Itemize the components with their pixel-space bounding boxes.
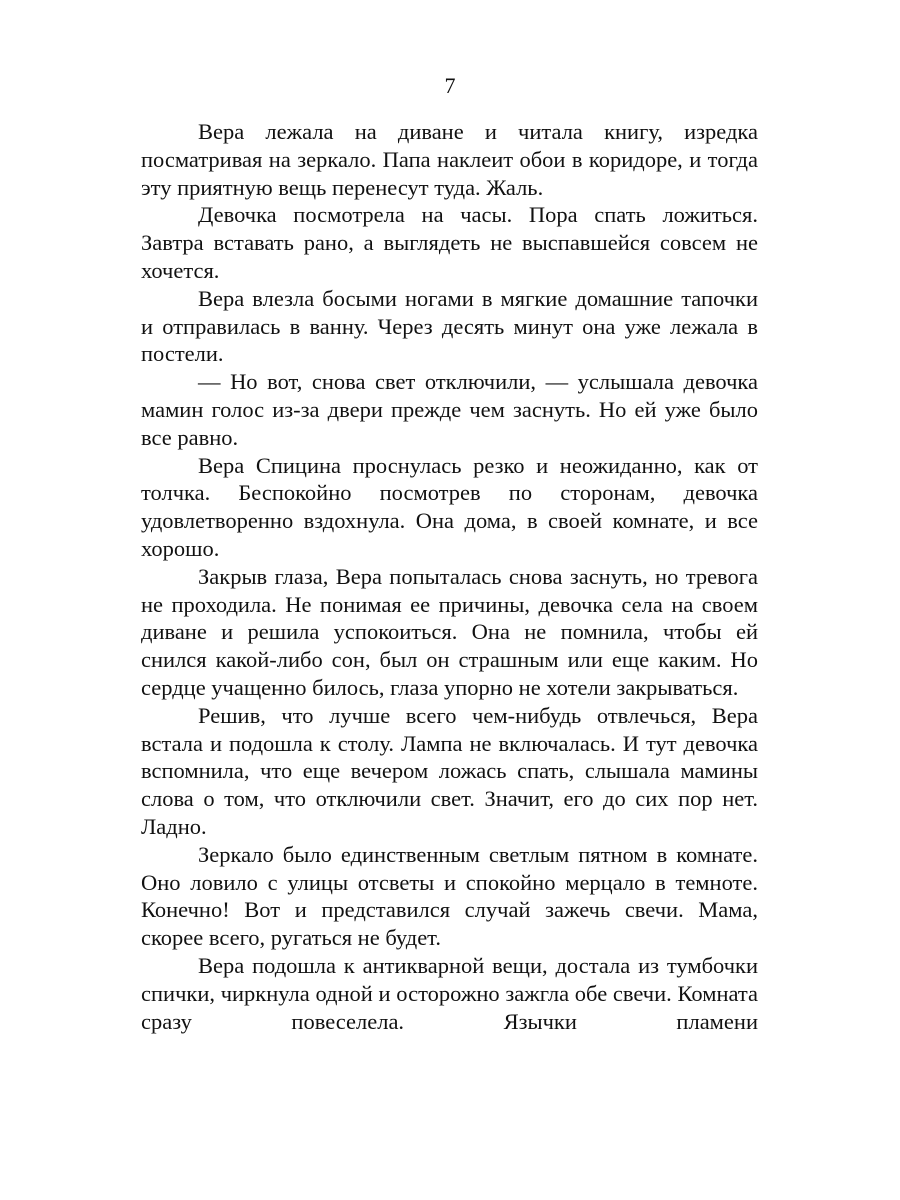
page-text-body [141,118,758,1035]
paragraph-8: Зеркало было единственным светлым пятном в комнате. Оно ловило с улицы отсветы и спокойно мерцало в темноте. Конечно! Вот и представился случай зажечь свечи. Мама, скорее всего, ругаться не будет. [141,841,758,951]
paragraph-9: Вера подошла к антикварной вещи, достала из тумбочки спички, чиркнула одной и осторожно зажгла обе свечи. Комната сразу повеселела. Язычки пламени [141,952,758,1034]
paragraph-6: Закрыв глаза, Вера попыталась снова заснуть, но тревога не проходила. Не понимая ее причины, девочка села на своем диване и решила успокоиться. Она не помнила, чтобы ей снился какой-либо сон, был он страшным или еще каким. Но сердце учащенно билось, глаза упорно не хотели закрываться. [141,563,758,700]
paragraph-7: Решив, что лучше всего чем-нибудь отвлечься, Вера встала и подошла к столу. Лампа не включалась. И тут девочка вспомнила, что еще вечером ложась спать, слышала мамины слова о том, что отключили свет. Значит, его до сих пор нет. Ладно. [141,702,758,839]
paragraph-4: — Но вот, снова свет отключили, — услышала девочка мамин голос из-за двери прежде чем заснуть. Но ей уже было все равно. [141,369,758,450]
paragraph-5: Вера Спицина проснулась резко и неожиданно, как от толчка. Беспокойно посмотрев по сторонам, девочка удовлетворенно вздохнула. Она дома, в своей комнате, и все хорошо. [141,452,758,561]
page-number: 7 [444,73,456,98]
paragraph-2: Девочка посмотрела на часы. Пора спать ложиться. Завтра вставать рано, а выглядеть не выспавшейся совсем не хочется. [141,202,758,283]
paragraph-3: Вера влезла босыми ногами в мягкие домашние тапочки и отправилась в ванну. Через десять минут она уже лежала в постели. [141,285,758,367]
paragraph-1: Вера лежала на диване и читала книгу, изредка посматривая на зеркало. Папа наклеит обои в коридоре, и тогда эту приятную вещь перенесут туда. Жаль. [141,119,758,200]
